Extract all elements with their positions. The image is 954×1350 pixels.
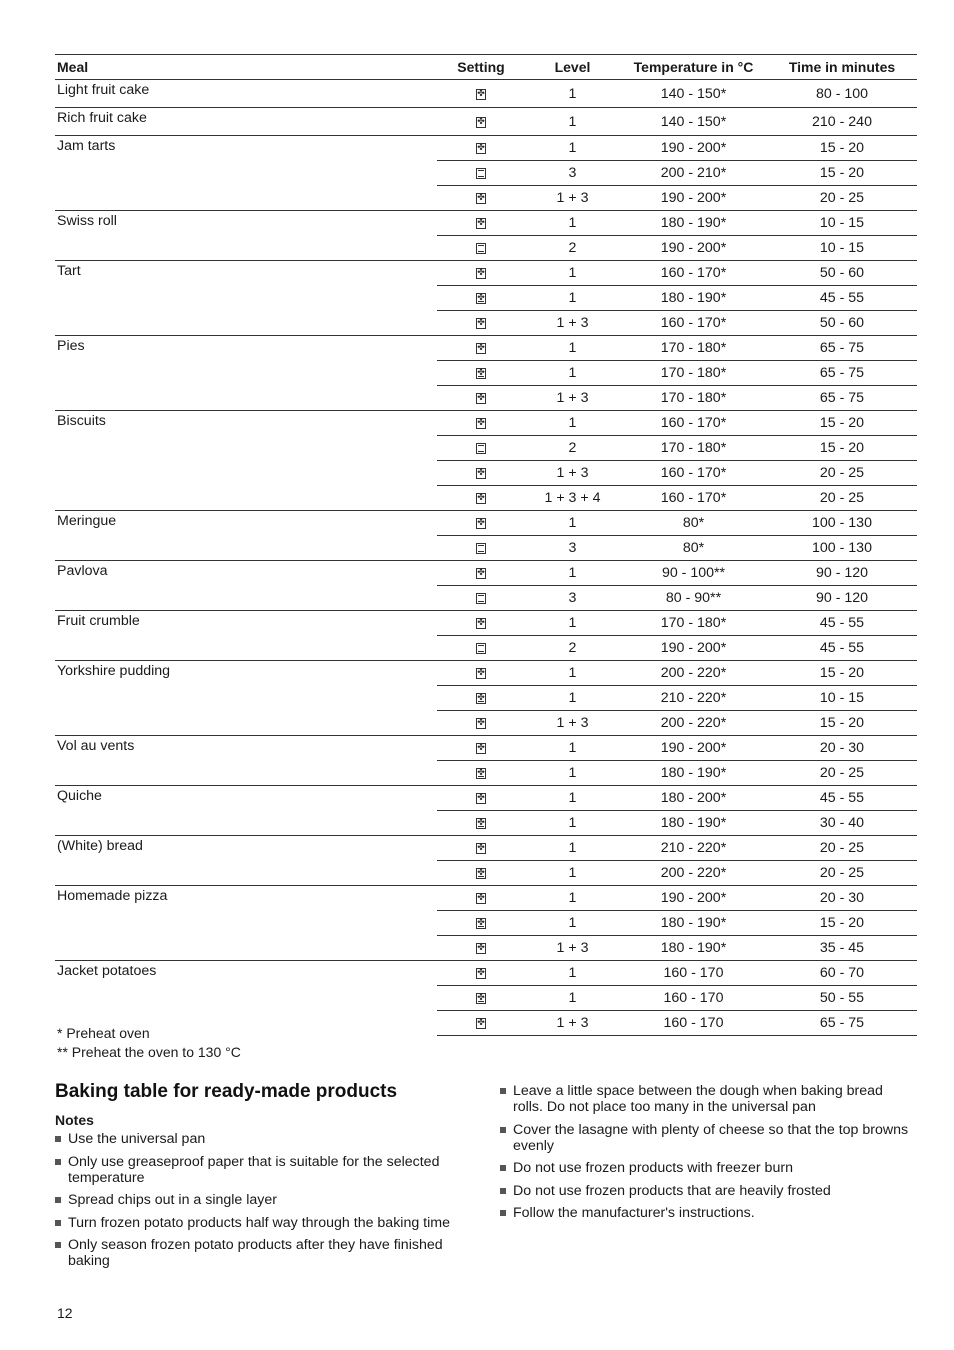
table-row — [55, 611, 917, 636]
meal-name: Pavlova — [55, 561, 437, 611]
setting-cell — [437, 336, 525, 361]
hot-air-icon — [476, 943, 486, 954]
temperature-cell: 140 - 150* — [620, 80, 767, 108]
temperature-cell: 200 - 220* — [620, 711, 767, 736]
level-cell: 1 + 3 — [525, 311, 620, 336]
level-cell: 1 + 3 — [525, 711, 620, 736]
note-item — [500, 1160, 910, 1176]
table-row — [55, 511, 917, 536]
setting-cell — [437, 861, 525, 886]
pizza-setting-icon — [476, 693, 486, 704]
hot-air-icon — [476, 493, 486, 504]
table-row — [55, 561, 917, 586]
setting-cell — [437, 711, 525, 736]
table-row — [55, 108, 917, 136]
time-cell: 20 - 25 — [767, 761, 917, 786]
note-item — [55, 1131, 475, 1147]
notes-list-left — [55, 1131, 475, 1276]
time-cell: 30 - 40 — [767, 811, 917, 836]
setting-cell — [437, 661, 525, 686]
time-cell: 90 - 120 — [767, 586, 917, 611]
pizza-setting-icon — [476, 868, 486, 879]
time-cell: 45 - 55 — [767, 611, 917, 636]
time-cell: 20 - 25 — [767, 836, 917, 861]
setting-cell — [437, 686, 525, 711]
note-item — [500, 1083, 910, 1115]
meal-name: Rich fruit cake — [55, 108, 437, 136]
level-cell: 1 — [525, 80, 620, 108]
setting-cell — [437, 936, 525, 961]
time-cell: 60 - 70 — [767, 961, 917, 986]
time-cell: 20 - 25 — [767, 861, 917, 886]
setting-cell — [437, 611, 525, 636]
hot-air-icon — [476, 518, 486, 529]
table-row — [55, 336, 917, 361]
setting-cell — [437, 1011, 525, 1036]
time-cell: 100 - 130 — [767, 511, 917, 536]
setting-cell — [437, 961, 525, 986]
table-row — [55, 211, 917, 236]
setting-cell — [437, 811, 525, 836]
time-cell: 45 - 55 — [767, 636, 917, 661]
time-cell: 90 - 120 — [767, 561, 917, 586]
setting-cell — [437, 161, 525, 186]
top-bottom-heat-icon — [476, 543, 486, 554]
note-item — [55, 1215, 475, 1231]
table-body — [55, 80, 917, 1036]
note-text: Spread chips out in a single layer — [68, 1192, 277, 1208]
hot-air-icon — [476, 393, 486, 404]
temperature-cell: 190 - 200* — [620, 636, 767, 661]
setting-cell — [437, 286, 525, 311]
time-cell: 65 - 75 — [767, 336, 917, 361]
note-text: Do not use frozen products with freezer burn — [513, 1160, 793, 1176]
note-item — [500, 1183, 910, 1199]
time-cell: 45 - 55 — [767, 286, 917, 311]
temperature-cell: 80* — [620, 511, 767, 536]
top-bottom-heat-icon — [476, 643, 486, 654]
level-cell: 1 — [525, 986, 620, 1011]
hot-air-icon — [476, 743, 486, 754]
level-cell: 1 — [525, 561, 620, 586]
level-cell: 2 — [525, 436, 620, 461]
temperature-cell: 170 - 180* — [620, 611, 767, 636]
temperature-cell: 180 - 190* — [620, 911, 767, 936]
level-cell: 3 — [525, 536, 620, 561]
time-cell: 15 - 20 — [767, 136, 917, 161]
setting-cell — [437, 211, 525, 236]
setting-cell — [437, 536, 525, 561]
setting-cell — [437, 236, 525, 261]
header-level: Level — [525, 55, 620, 80]
setting-cell — [437, 436, 525, 461]
temperature-cell: 200 - 220* — [620, 861, 767, 886]
temperature-cell: 160 - 170* — [620, 311, 767, 336]
temperature-cell: 160 - 170 — [620, 961, 767, 986]
level-cell: 3 — [525, 586, 620, 611]
level-cell: 1 — [525, 361, 620, 386]
hot-air-icon — [476, 343, 486, 354]
table-row — [55, 836, 917, 861]
temperature-cell: 180 - 190* — [620, 936, 767, 961]
meal-name: Quiche — [55, 786, 437, 836]
level-cell: 1 + 3 — [525, 936, 620, 961]
setting-cell — [437, 461, 525, 486]
setting-cell — [437, 311, 525, 336]
table-row — [55, 661, 917, 686]
table-row — [55, 80, 917, 108]
baking-table — [55, 54, 917, 1036]
level-cell: 1 — [525, 836, 620, 861]
temperature-cell: 180 - 190* — [620, 811, 767, 836]
level-cell: 1 — [525, 811, 620, 836]
setting-cell — [437, 586, 525, 611]
setting-cell — [437, 80, 525, 108]
setting-cell — [437, 261, 525, 286]
meal-name: Jacket potatoes — [55, 961, 437, 1036]
note-item — [500, 1205, 910, 1221]
hot-air-icon — [476, 893, 486, 904]
level-cell: 3 — [525, 161, 620, 186]
note-text: Cover the lasagne with plenty of cheese so that the top browns evenly — [513, 1121, 909, 1154]
temperature-cell: 190 - 200* — [620, 736, 767, 761]
time-cell: 100 - 130 — [767, 536, 917, 561]
pizza-setting-icon — [476, 993, 486, 1004]
hot-air-icon — [476, 968, 486, 979]
setting-cell — [437, 511, 525, 536]
time-cell: 20 - 25 — [767, 461, 917, 486]
setting-cell — [437, 411, 525, 436]
level-cell: 1 + 3 — [525, 186, 620, 211]
square-bullet-icon — [500, 1210, 506, 1216]
time-cell: 15 - 20 — [767, 161, 917, 186]
table-row — [55, 136, 917, 161]
meal-name: Biscuits — [55, 411, 437, 511]
level-cell: 1 — [525, 911, 620, 936]
note-item — [55, 1192, 475, 1208]
time-cell: 45 - 55 — [767, 786, 917, 811]
time-cell: 15 - 20 — [767, 436, 917, 461]
top-bottom-heat-icon — [476, 243, 486, 254]
temperature-cell: 80* — [620, 536, 767, 561]
note-item — [55, 1237, 475, 1269]
note-text: Turn frozen potato products half way through the baking time — [68, 1214, 450, 1231]
hot-air-icon — [476, 218, 486, 229]
time-cell: 20 - 30 — [767, 736, 917, 761]
note-item — [55, 1154, 475, 1186]
meal-name: Meringue — [55, 511, 437, 561]
hot-air-icon — [476, 793, 486, 804]
pizza-setting-icon — [476, 293, 486, 304]
table-row — [55, 736, 917, 761]
header-temperature: Temperature in °C — [620, 55, 767, 80]
meal-name: Yorkshire pudding — [55, 661, 437, 736]
hot-air-icon — [476, 193, 486, 204]
temperature-cell: 80 - 90** — [620, 586, 767, 611]
hot-air-icon — [476, 143, 486, 154]
temperature-cell: 170 - 180* — [620, 386, 767, 411]
level-cell: 1 — [525, 511, 620, 536]
setting-cell — [437, 186, 525, 211]
time-cell: 35 - 45 — [767, 936, 917, 961]
time-cell: 65 - 75 — [767, 361, 917, 386]
time-cell: 10 - 15 — [767, 211, 917, 236]
header-meal: Meal — [55, 55, 437, 80]
level-cell: 1 — [525, 761, 620, 786]
temperature-cell: 140 - 150* — [620, 108, 767, 136]
level-cell: 2 — [525, 636, 620, 661]
meal-name: Jam tarts — [55, 136, 437, 211]
time-cell: 15 - 20 — [767, 911, 917, 936]
table-header-row — [55, 55, 917, 80]
level-cell: 1 — [525, 686, 620, 711]
meal-name: Pies — [55, 336, 437, 411]
time-cell: 65 - 75 — [767, 386, 917, 411]
square-bullet-icon — [55, 1136, 61, 1142]
setting-cell — [437, 836, 525, 861]
note-text: Do not use frozen products that are heavily frosted — [513, 1182, 831, 1199]
temperature-cell: 160 - 170 — [620, 1011, 767, 1036]
table-row — [55, 261, 917, 286]
notes-list-right — [500, 1083, 910, 1228]
temperature-cell: 190 - 200* — [620, 886, 767, 911]
level-cell: 1 — [525, 411, 620, 436]
meal-name: Fruit crumble — [55, 611, 437, 661]
pizza-setting-icon — [476, 768, 486, 779]
time-cell: 80 - 100 — [767, 80, 917, 108]
time-cell: 210 - 240 — [767, 108, 917, 136]
time-cell: 15 - 20 — [767, 711, 917, 736]
setting-cell — [437, 986, 525, 1011]
level-cell: 2 — [525, 236, 620, 261]
meal-name: Homemade pizza — [55, 886, 437, 961]
hot-air-icon — [476, 268, 486, 279]
level-cell: 1 + 3 — [525, 386, 620, 411]
table-row — [55, 886, 917, 911]
table-row — [55, 786, 917, 811]
level-cell: 1 — [525, 611, 620, 636]
temperature-cell: 170 - 180* — [620, 436, 767, 461]
temperature-cell: 170 - 180* — [620, 361, 767, 386]
level-cell: 1 — [525, 786, 620, 811]
header-setting: Setting — [437, 55, 525, 80]
setting-cell — [437, 361, 525, 386]
setting-cell — [437, 561, 525, 586]
setting-cell — [437, 108, 525, 136]
level-cell: 1 — [525, 861, 620, 886]
time-cell: 20 - 25 — [767, 186, 917, 211]
pizza-setting-icon — [476, 368, 486, 379]
setting-cell — [437, 636, 525, 661]
temperature-cell: 170 - 180* — [620, 336, 767, 361]
table-row — [55, 961, 917, 986]
pizza-setting-icon — [476, 918, 486, 929]
time-cell: 15 - 20 — [767, 661, 917, 686]
temperature-cell: 160 - 170* — [620, 461, 767, 486]
temperature-cell: 160 - 170 — [620, 986, 767, 1011]
square-bullet-icon — [500, 1127, 506, 1133]
level-cell: 1 — [525, 261, 620, 286]
square-bullet-icon — [55, 1220, 61, 1226]
level-cell: 1 — [525, 136, 620, 161]
time-cell: 15 - 20 — [767, 411, 917, 436]
setting-cell — [437, 486, 525, 511]
meal-name: Tart — [55, 261, 437, 336]
level-cell: 1 — [525, 336, 620, 361]
time-cell: 50 - 55 — [767, 986, 917, 1011]
temperature-cell: 180 - 190* — [620, 761, 767, 786]
pizza-setting-icon — [476, 818, 486, 829]
hot-air-icon — [476, 668, 486, 679]
temperature-cell: 210 - 220* — [620, 836, 767, 861]
note-item — [500, 1122, 910, 1154]
level-cell: 1 — [525, 661, 620, 686]
hot-air-icon — [476, 568, 486, 579]
level-cell: 1 + 3 — [525, 1011, 620, 1036]
top-bottom-heat-icon — [476, 168, 486, 179]
temperature-cell: 190 - 200* — [620, 136, 767, 161]
hot-air-icon — [476, 89, 486, 100]
setting-cell — [437, 786, 525, 811]
setting-cell — [437, 886, 525, 911]
setting-cell — [437, 736, 525, 761]
table-row — [55, 411, 917, 436]
temperature-cell: 200 - 220* — [620, 661, 767, 686]
note-text: Use the universal pan — [68, 1131, 206, 1147]
time-cell: 10 - 15 — [767, 686, 917, 711]
meal-name: Swiss roll — [55, 211, 437, 261]
temperature-cell: 210 - 220* — [620, 686, 767, 711]
level-cell: 1 — [525, 961, 620, 986]
temperature-cell: 90 - 100** — [620, 561, 767, 586]
level-cell: 1 — [525, 211, 620, 236]
note-text: Only season frozen potato products after they have finished baking — [68, 1237, 443, 1269]
header-time: Time in minutes — [767, 55, 917, 80]
hot-air-icon — [476, 1018, 486, 1029]
hot-air-icon — [476, 718, 486, 729]
level-cell: 1 — [525, 286, 620, 311]
meal-name: (White) bread — [55, 836, 437, 886]
note-text: Only use greaseproof paper that is suitable for the selected temperature — [68, 1153, 440, 1186]
note-text: Leave a little space between the dough when baking bread rolls. Do not place too many in the universal pan — [513, 1083, 883, 1115]
time-cell: 50 - 60 — [767, 311, 917, 336]
setting-cell — [437, 136, 525, 161]
hot-air-icon — [476, 418, 486, 429]
meal-name: Light fruit cake — [55, 80, 437, 108]
level-cell: 1 — [525, 736, 620, 761]
level-cell: 1 + 3 + 4 — [525, 486, 620, 511]
time-cell: 10 - 15 — [767, 236, 917, 261]
temperature-cell: 160 - 170* — [620, 486, 767, 511]
temperature-cell: 190 - 200* — [620, 236, 767, 261]
temperature-cell: 180 - 190* — [620, 211, 767, 236]
square-bullet-icon — [55, 1159, 61, 1165]
square-bullet-icon — [500, 1088, 506, 1094]
notes-label: Notes — [55, 1112, 94, 1128]
hot-air-icon — [476, 618, 486, 629]
time-cell: 65 - 75 — [767, 1011, 917, 1036]
temperature-cell: 180 - 190* — [620, 286, 767, 311]
temperature-cell: 190 - 200* — [620, 186, 767, 211]
setting-cell — [437, 386, 525, 411]
square-bullet-icon — [55, 1242, 61, 1248]
section-title: Baking table for ready-made products — [55, 1081, 398, 1102]
setting-cell — [437, 761, 525, 786]
level-cell: 1 — [525, 108, 620, 136]
time-cell: 20 - 25 — [767, 486, 917, 511]
hot-air-icon — [476, 843, 486, 854]
temperature-cell: 200 - 210* — [620, 161, 767, 186]
time-cell: 20 - 30 — [767, 886, 917, 911]
temperature-cell: 160 - 170* — [620, 261, 767, 286]
note-text: Follow the manufacturer's instructions. — [513, 1205, 755, 1221]
square-bullet-icon — [500, 1165, 506, 1171]
footnote-preheat: * Preheat oven — [57, 1025, 150, 1041]
hot-air-icon — [476, 468, 486, 479]
time-cell: 50 - 60 — [767, 261, 917, 286]
hot-air-icon — [476, 318, 486, 329]
level-cell: 1 + 3 — [525, 461, 620, 486]
temperature-cell: 160 - 170* — [620, 411, 767, 436]
meal-name: Vol au vents — [55, 736, 437, 786]
setting-cell — [437, 911, 525, 936]
top-bottom-heat-icon — [476, 593, 486, 604]
footnote-preheat-130: ** Preheat the oven to 130 °C — [57, 1044, 241, 1060]
level-cell: 1 — [525, 886, 620, 911]
temperature-cell: 180 - 200* — [620, 786, 767, 811]
square-bullet-icon — [55, 1197, 61, 1203]
hot-air-icon — [476, 117, 486, 128]
top-bottom-heat-icon — [476, 443, 486, 454]
page-number: 12 — [57, 1305, 73, 1321]
square-bullet-icon — [500, 1188, 506, 1194]
